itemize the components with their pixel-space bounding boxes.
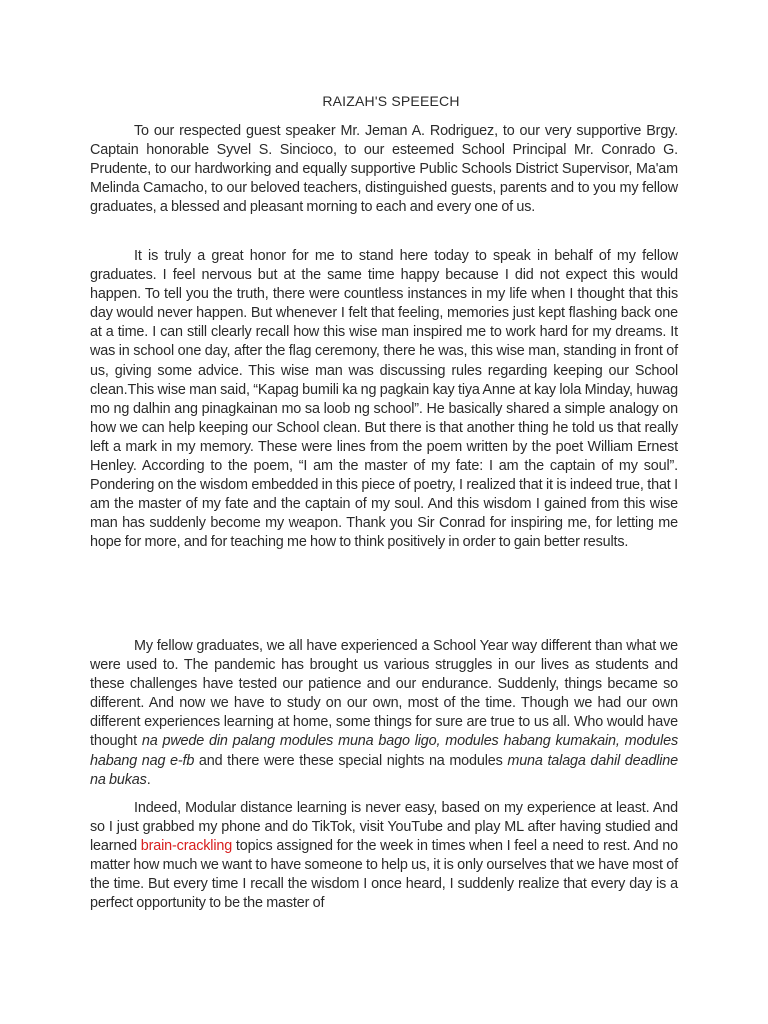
paragraph-text: Indeed, Modular distance learning is never easy, based on my experience at least. And so I just grabbed my phone and do TikTok, visit YouTube and play ML after having studied and learned (90, 800, 678, 855)
paragraph-honor: It is truly a great honor for me to stand here today to speak in behalf of my fellow graduates. I feel nervous but at the same time happy because I did not expect this would happen. To tell you the truth, there were countless instances in my life when I thought that this day would never happen. But whenever I felt that feeling, memories just kept flashing back one at a time. I can still clearly recall how this wise man inspired me to work hard for my dreams. It was in school one day, after the flag ceremony, there he was, this wise man, standing in front of us, giving some advice. This wise man was discussing rules regarding keeping our School clean.This wise man said, “Kapag bumili ka ng pagkain kay tiya Anne at kay lola Minday, huwag mo ng dalhin ang pinagkainan mo sa loob ng school”. He basically shared a simple analogy on how we can help keeping our School clean. But there is that another thing he told us that really left a mark in my memory. These were lines from the poem written by the poet William Ernest Henley. According to the poem, “I am the master of my fate: I am the captain of my soul”. Pondering on the wisdom embedded in this piece of poetry, I realized that it is indeed true, that I am the master of my fate and the captain of my soul. And this wisdom I gained from this wise man has suddenly become my weapon. Thank you Sir Conrad for inspiring me, for letting me hope for more, and for teaching me how to think positively in order to gain better results. (90, 248, 678, 551)
paragraph-greeting: To our respected guest speaker Mr. Jeman A. Rodriguez, to our very supportive Brgy. Captain honorable Syvel S. Sincioco, to our esteemed School Principal Mr. Conrado G. Prudente, to our hardworking and equally supportive Public Schools District Supervisor, Ma'am Melinda Camacho, to our beloved teachers, distinguished guests, parents and to you my fellow graduates, a blessed and pleasant morning to each and every one of us. (90, 123, 678, 216)
paragraph-text: . (146, 771, 151, 788)
italic-phrase: muna talaga dahil deadline na bukas (90, 752, 678, 788)
paragraph-modular-learning (90, 799, 678, 914)
paragraph-text: and there were these special nights na modules (194, 752, 508, 769)
highlighted-word: brain-crackling (140, 838, 233, 855)
italic-phrase: na pwede din palang modules muna bago ligo, modules habang kumakain, modules habang nag e-fb (90, 733, 678, 769)
paragraph-text: topics assigned for the week in times when I feel a need to rest. And no matter how much we want to have someone to help us, it is only ourselves that we have most of the time. But every time I recall the wisdom I once heard, I suddenly realize that every day is a perfect opportunity to be the master of (90, 838, 678, 912)
speech-title: RAIZAH'S SPEEECH (322, 93, 460, 109)
paragraph-text: My fellow graduates, we all have experienced a School Year way different than what we were used to. The pandemic has brought us various struggles in our lives as students and these challenges have tested our patience and our endurance. Suddenly, things became so different. And now we have to study on our own, most of the time. Though we had our own different experiences learning at home, some things for sure are true to us all. Who would have thought (90, 638, 678, 750)
paragraph-pandemic (90, 637, 678, 790)
